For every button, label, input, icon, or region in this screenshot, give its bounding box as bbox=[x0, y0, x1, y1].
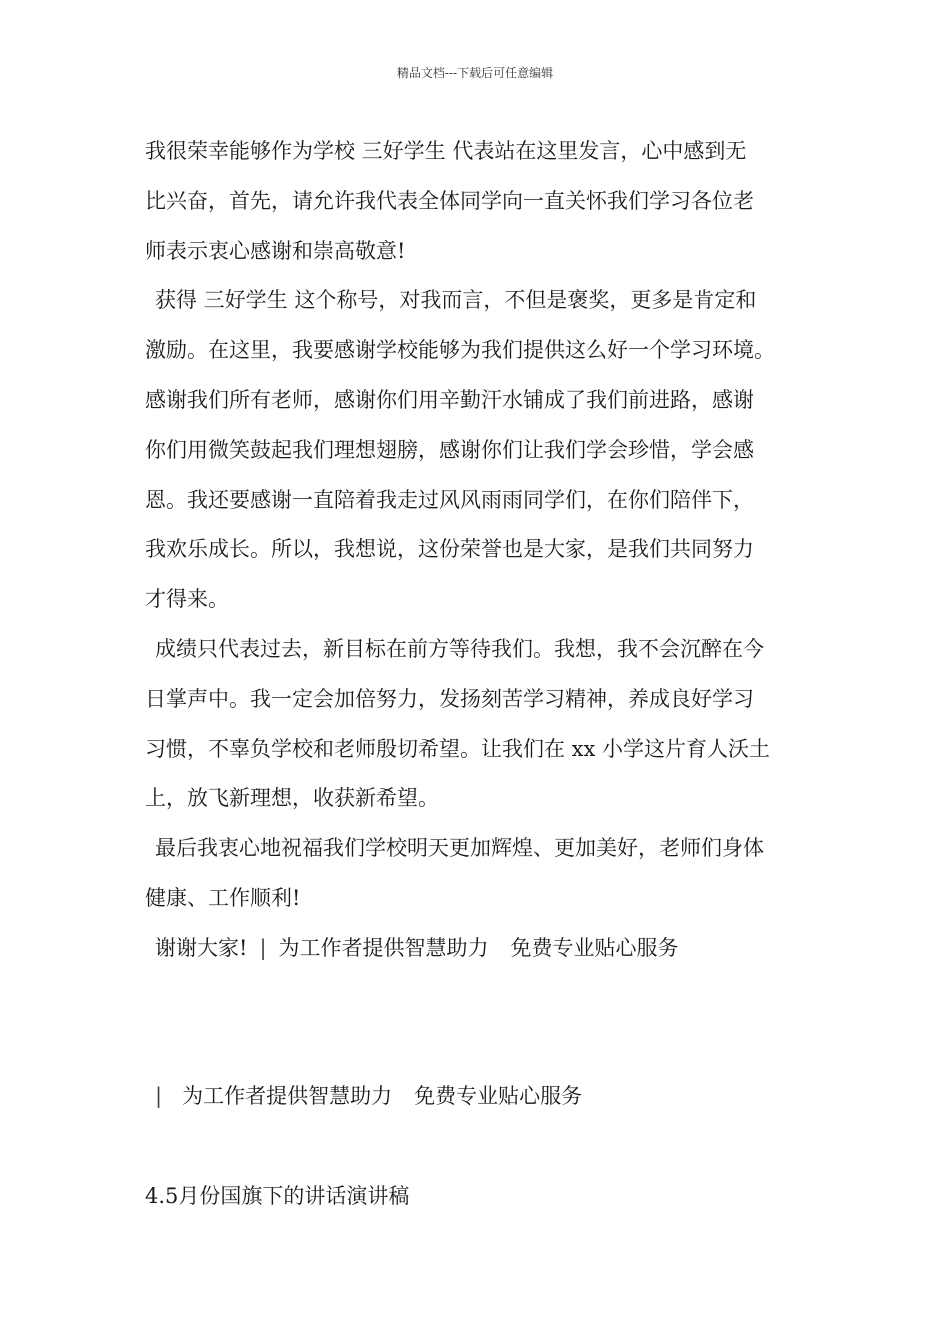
paragraph-future bbox=[145, 625, 825, 824]
text-line: 感谢我们所有老师，感谢你们用辛勤汗水铺成了我们前进路，感谢 bbox=[145, 387, 754, 412]
text-line: 你们用微笑鼓起我们理想翅膀，感谢你们让我们学会珍惜，学会感 bbox=[145, 437, 754, 462]
slogan-text: 免费专业贴心服务 bbox=[510, 935, 679, 960]
text-line: 健康、工作顺利! bbox=[145, 885, 301, 910]
text-line: 激励。在这里，我要感谢学校能够为我们提供这么好一个学习环境。 bbox=[145, 338, 775, 363]
paragraph-intro bbox=[145, 127, 825, 276]
separator-bar: | bbox=[155, 1084, 163, 1108]
separator-bar: | bbox=[259, 935, 267, 960]
footer-slogan bbox=[155, 1080, 582, 1112]
text-line: 成绩只代表过去，新目标在前方等待我们。我想，我不会沉醉在今 bbox=[155, 636, 764, 661]
text-line: 习惯，不辜负学校和老师殷切希望。让我们在 xx 小学这片育人沃土 bbox=[145, 736, 771, 761]
text-line: 才得来。 bbox=[145, 587, 229, 612]
paragraph-gratitude bbox=[145, 276, 825, 625]
slogan-text: 为工作者提供智慧助力 bbox=[278, 935, 489, 960]
text-line: 获得 三好学生 这个称号，对我而言，不但是褒奖，更多是肯定和 bbox=[155, 288, 757, 313]
slogan-text: 免费专业贴心服务 bbox=[414, 1084, 583, 1108]
text-line: 师表示衷心感谢和崇高敬意! bbox=[145, 238, 406, 263]
text-line: 上，放飞新理想，收获新希望。 bbox=[145, 786, 439, 811]
text-line: 我欢乐成长。所以，我想说，这份荣誉也是大家，是我们共同努力 bbox=[145, 537, 754, 562]
text-line: 日掌声中。我一定会加倍努力，发扬刻苦学习精神，养成良好学习 bbox=[145, 686, 754, 711]
text-line: 恩。我还要感谢一直陪着我走过风风雨雨同学们，在你们陪伴下， bbox=[145, 487, 754, 512]
thanks-text: 谢谢大家! bbox=[155, 935, 248, 960]
paragraph-wishes bbox=[145, 824, 825, 924]
next-document-title: 4.5月份国旗下的讲话演讲稿 bbox=[145, 1184, 410, 1208]
text-line: 最后我衷心地祝福我们学校明天更加辉煌、更加美好，老师们身体 bbox=[155, 836, 764, 861]
text-line: 比兴奋，首先，请允许我代表全体同学向一直关怀我们学习各位老 bbox=[145, 188, 754, 213]
speech-body bbox=[145, 127, 825, 974]
closing-line bbox=[145, 924, 825, 974]
slogan-text: 为工作者提供智慧助力 bbox=[182, 1084, 393, 1108]
text-line: 我很荣幸能够作为学校 三好学生 代表站在这里发言，心中感到无 bbox=[145, 139, 747, 163]
document-header: 精品文档---下载后可任意编辑 bbox=[396, 66, 554, 80]
